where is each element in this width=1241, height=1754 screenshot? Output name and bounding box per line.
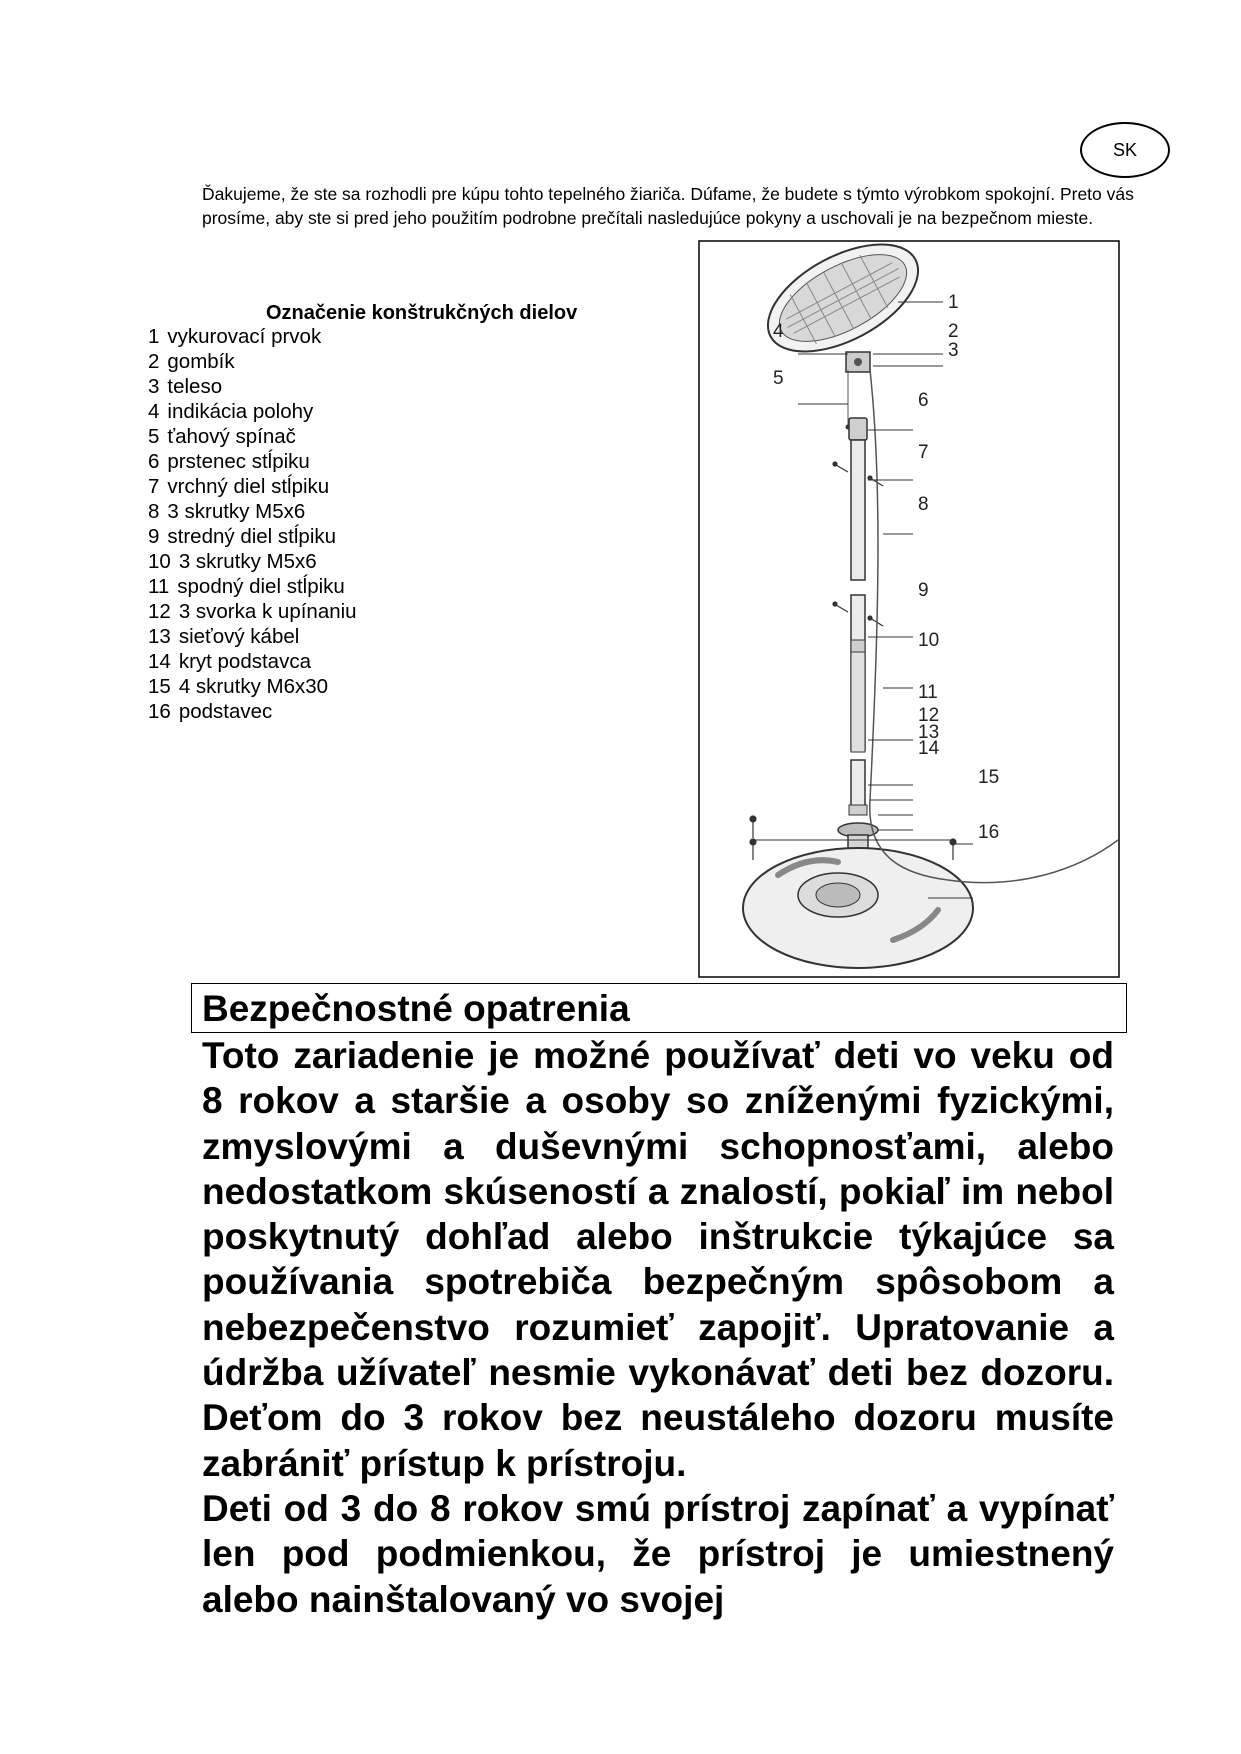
callout-13: 13: [918, 722, 940, 743]
exploded-view-diagram: [698, 240, 1120, 978]
lower-pole-drawing: [851, 760, 865, 810]
list-item: 1 vykurovací prvok: [148, 325, 322, 348]
intro-paragraph: Ďakujeme, že ste sa rozhodli pre kúpu tohto tepelného žiariča. Dúfame, že budete s týmto výrobkom spokojní. Preto vás prosíme, aby ste si pred jeho použitím podrobne prečítali nasledujúce pokyny a uschovali je na bezpečnom mieste.: [202, 184, 1134, 228]
safety-text: [202, 1033, 1114, 1622]
clamp-drawing: [849, 805, 867, 815]
callout-15: 15: [978, 767, 1000, 788]
callout-14: 14: [918, 738, 940, 759]
callout-4: 4: [773, 321, 784, 342]
callout-11: 11: [918, 682, 938, 703]
callout-16: 16: [978, 822, 1000, 843]
list-item: 11 spodný diel stĺpiku: [148, 575, 345, 598]
list-item: 12 3 svorka k upínaniu: [148, 600, 357, 623]
language-badge: [1080, 122, 1170, 178]
list-item: 7 vrchný diel stĺpiku: [148, 475, 330, 498]
list-item: 4 indikácia polohy: [148, 400, 314, 423]
list-item: 8 3 skrutky M5x6: [148, 500, 306, 523]
callout-1: 1: [948, 292, 959, 313]
parts-list: [148, 324, 357, 724]
callout-10: 10: [918, 630, 940, 651]
list-item: 15 4 skrutky M6x30: [148, 675, 329, 698]
section-title: Bezpečnostné opatrenia: [202, 988, 630, 1029]
callout-2: 2: [948, 321, 959, 342]
parts-list-title: Označenie konštrukčných dielov: [266, 302, 578, 324]
knob-drawing: [854, 358, 862, 366]
upper-pole-drawing: [851, 440, 865, 580]
base-drawing: [743, 848, 973, 968]
callout-3: 3: [948, 340, 959, 361]
list-item: 2 gombík: [148, 350, 235, 373]
list-item: 16 podstavec: [148, 700, 273, 723]
language-code: SK: [1112, 139, 1137, 160]
list-item: 13 sieťový kábel: [148, 625, 300, 648]
callout-9: 9: [918, 580, 929, 601]
callout-12: 12: [918, 705, 940, 726]
list-item: 6 prstenec stĺpiku: [148, 450, 310, 473]
list-item: 5 ťahový spínač: [148, 425, 296, 448]
callout-7: 7: [918, 442, 929, 463]
list-item: 3 teleso: [148, 375, 223, 398]
list-item: 9 stredný diel stĺpiku: [148, 525, 337, 548]
callout-6: 6: [918, 390, 929, 411]
list-item: 10 3 skrutky M5x6: [148, 550, 317, 573]
callout-8: 8: [918, 494, 929, 515]
callout-5: 5: [773, 368, 784, 389]
pole-ring-drawing: [849, 418, 867, 440]
safety-paragraph-2: Deti od 3 do 8 rokov smú prístroj zapínať a vypínať len pod podmienkou, že prístroj je umiestnený alebo nainštalovaný vo svojej: [202, 1487, 1114, 1620]
safety-paragraph-1: Toto zariadenie je možné používať deti vo veku od 8 rokov a staršie a osoby so zníženými fyzickými, zmyslovými a duševnými schopnosťami, alebo nedostatkom skúseností a znalostí, pokiaľ im nebol poskytnutý dohľad alebo inštrukcie týkajúce sa používania spotrebiča bezpečným spôsobom a nebezpečenstvo rozumieť zapojiť. Upratovanie a údržba užívateľ nesmie vykonávať deti bez dozoru. Deťom do 3 rokov bez neustáleho dozoru musíte zabrániť prístup k prístroju.: [202, 1035, 1114, 1484]
list-item: 14 kryt podstavca: [148, 650, 311, 673]
